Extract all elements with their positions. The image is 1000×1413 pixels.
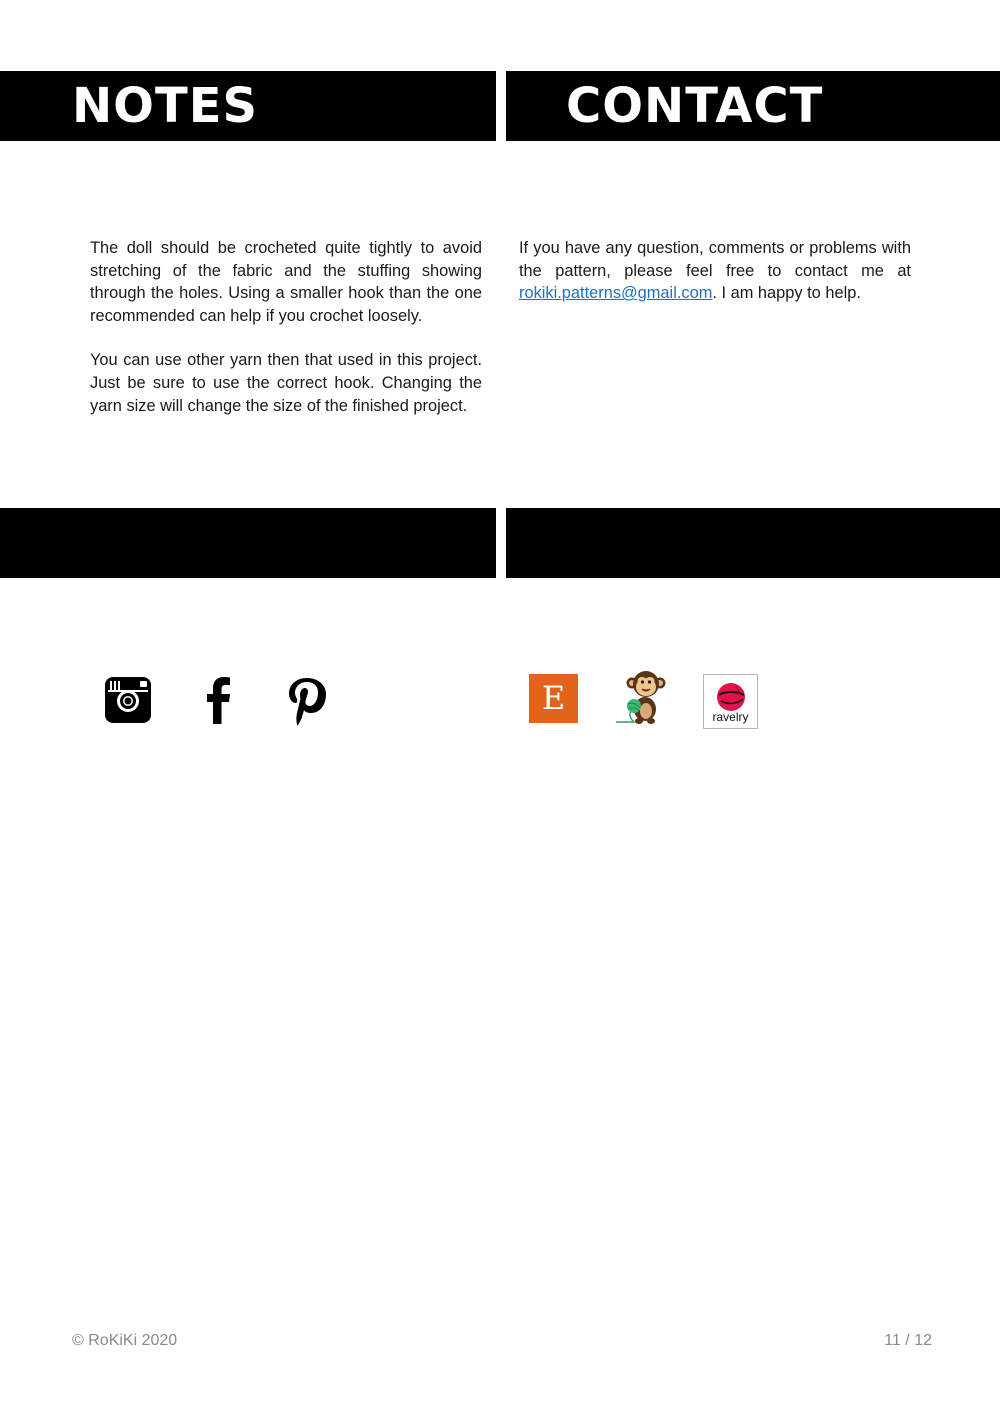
social-header-band — [0, 508, 496, 578]
ravelry-yarn-icon — [711, 681, 751, 713]
contact-paragraph — [519, 237, 911, 305]
contact-header-band — [506, 71, 1000, 141]
notes-body — [90, 237, 482, 439]
etsy-icon[interactable] — [529, 674, 578, 723]
footer-page-number: 11 / 12 — [884, 1332, 932, 1349]
notes-paragraph-2: You can use other yarn then that used in this project. Just be sure to use the correct hook. Changing the yarn size will change the size of the finished project. — [90, 351, 482, 415]
contact-text-after: . I am happy to help. — [712, 284, 861, 303]
instagram-icon[interactable] — [104, 676, 152, 724]
shop-header-band — [506, 508, 1000, 578]
etsy-letter: E — [541, 679, 566, 717]
notes-paragraph-1: The doll should be crocheted quite tightly to avoid stretching of the fabric and the stuffing showing through the holes. Using a smaller hook than the one recommended can help if you crochet loosely. — [90, 239, 482, 325]
ravelry-label: ravelry — [712, 709, 749, 724]
contact-body — [519, 237, 911, 327]
footer-copyright: © RoKiKi 2020 — [72, 1332, 178, 1349]
monkey-logo-icon[interactable] — [612, 668, 672, 726]
contact-title: CONTACT — [566, 78, 824, 134]
contact-text-before: If you have any question, comments or problems with the pattern, please feel free to contact me at — [519, 239, 911, 280]
facebook-icon[interactable] — [204, 676, 234, 724]
pinterest-icon[interactable] — [286, 676, 328, 726]
ravelry-icon[interactable] — [703, 674, 758, 729]
notes-header-band — [0, 71, 496, 141]
notes-title: NOTES — [72, 78, 259, 134]
contact-email-link[interactable]: rokiki.patterns@gmail.com — [519, 284, 713, 303]
